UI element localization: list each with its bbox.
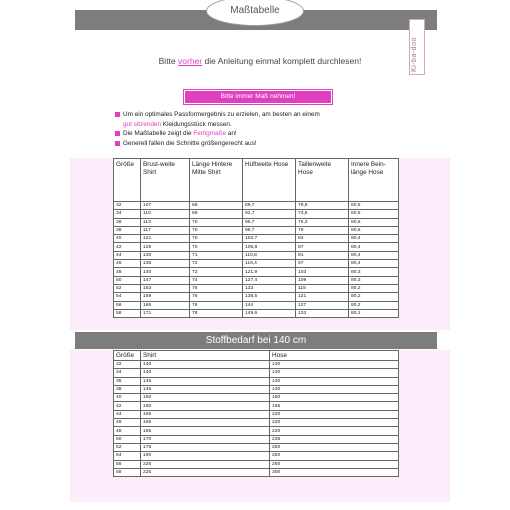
note-1-line1: Um ein optimales Passformergebnis zu erzielen, am besten an einem [123,111,320,118]
intro-post: die Anleitung einmal komplett durchlesen! [202,56,362,66]
table-cell: 121,9 [243,268,296,276]
table-cell: 130 [270,385,399,393]
table-cell: 250 [270,443,399,451]
page-title: Maßtabelle [230,5,280,16]
table-cell: 42 [114,243,141,251]
table-cell: 79,9 [296,202,349,210]
table-cell: 44 [114,410,141,418]
table-cell: 130 [270,369,399,377]
table-cell: 32 [114,202,141,210]
table-cell: 80,5 [349,202,399,210]
table-cell: 40 [114,235,141,243]
fabric-section-title: Stoffbedarf bei 140 cm [75,332,437,349]
column-header: Innere Bein-länge Hose [349,159,399,202]
column-header: Größe [114,351,141,361]
table-cell: 52 [114,284,141,292]
table-cell: 127 [296,301,349,309]
note-2-pre: Die Maßtabelle zeigt die [123,130,194,137]
table-cell: 225 [141,460,270,468]
table-cell: 171 [141,309,190,317]
table-cell: 58 [114,468,141,476]
table-cell: 140 [141,369,270,377]
table-row [114,276,399,284]
table-cell: 52 [114,443,141,451]
table-cell: 89,7 [243,202,296,210]
table-cell: 32 [114,361,141,369]
table-cell: 300 [270,468,399,476]
table-cell: 190 [141,452,270,460]
table-cell: 140 [141,268,190,276]
table-cell: 91 [296,251,349,259]
table-row [114,293,399,301]
table-row [114,309,399,317]
table-row [114,427,399,435]
table-cell: 80,2 [349,301,399,309]
table-cell: 135 [141,260,190,268]
note-2-highlight: Fertigmaße [193,130,227,137]
column-header: Hüftweite Hose [243,159,296,202]
table-cell: 140 [141,361,270,369]
table-cell: 110,8 [243,251,296,259]
table-row [114,301,399,309]
bullet-square-icon [115,112,120,117]
table-cell: 102,7 [243,235,296,243]
table-cell: 106,8 [243,243,296,251]
table-cell: 107 [141,202,190,210]
note-2-post: an! [226,130,237,137]
table-cell: 70 [190,243,243,251]
table-cell: 80,5 [349,210,399,218]
table-cell: 76 [190,301,243,309]
table-cell: 127,4 [243,276,296,284]
table-row [114,394,399,402]
table-row [114,284,399,292]
table-cell: 74 [190,276,243,284]
table-cell: 97 [296,260,349,268]
intro-pre: Bitte [158,56,179,66]
table-row [114,460,399,468]
table-cell: 98,7 [243,226,296,234]
table-cell: 80,5 [349,226,399,234]
note-item [115,139,415,149]
table-cell: 115 [296,284,349,292]
table-row [114,369,399,377]
table-cell: 80,5 [349,218,399,226]
table-cell: 56 [114,460,141,468]
table-row [114,410,399,418]
table-row [114,243,399,251]
table-cell: 80,4 [349,251,399,259]
column-header: Länge Hintere Mitte Shirt [190,159,243,202]
table-cell: 40 [114,394,141,402]
table-cell: 46 [114,419,141,427]
note-item [115,110,415,129]
table-cell: 160 [141,402,270,410]
table-cell: 235 [270,435,399,443]
table-cell: 80,4 [349,243,399,251]
table-cell: 75 [190,284,243,292]
table-cell: 38 [114,385,141,393]
table-cell: 165 [141,427,270,435]
table-row [114,235,399,243]
table-cell: 80,3 [349,268,399,276]
table-cell: 109 [296,276,349,284]
table-cell: 144 [243,301,296,309]
table-cell: 80,4 [349,260,399,268]
table-cell: 80,3 [349,276,399,284]
table-cell: 42 [114,402,141,410]
brand-logo [409,19,425,75]
table-cell: 50 [114,276,141,284]
intro-text [120,56,400,66]
table-cell: 38 [114,226,141,234]
table-row [114,435,399,443]
table-row [114,226,399,234]
table-cell: 46 [114,260,141,268]
table-cell: 48 [114,427,141,435]
table-cell: 165 [141,419,270,427]
table-cell: 56 [114,301,141,309]
bullet-square-icon [115,141,120,146]
table-cell: 80,2 [349,284,399,292]
note-1-line2: Kleidungsstück messen. [161,120,232,128]
table-row [114,402,399,410]
table-cell: 145 [141,385,270,393]
table-cell: 133 [296,309,349,317]
table-cell: 220 [270,427,399,435]
table-cell: 70 [190,226,243,234]
table-cell: 78 [190,309,243,317]
table-cell: 159 [141,293,190,301]
column-header: Taillenweite Hose [296,159,349,202]
table-cell: 117 [141,226,190,234]
column-header: Brust-weite Shirt [141,159,190,202]
table-cell: 83 [296,235,349,243]
table-cell: 138,5 [243,293,296,301]
table-row [114,260,399,268]
table-cell: 103 [296,268,349,276]
column-header: Shirt [141,351,270,361]
table-cell: 36 [114,218,141,226]
fabric-table [113,350,399,477]
table-cell: 34 [114,369,141,377]
table-cell: 150 [141,394,270,402]
note-1-highlight: gut sitzenden [123,120,162,128]
table-cell: 69 [190,210,243,218]
measure-banner: Bitte immer Maß nehmen! [184,90,332,104]
table-cell: 149,6 [243,309,296,317]
intro-highlight: vorher [178,56,203,66]
table-cell: 72 [190,260,243,268]
table-row [114,218,399,226]
fabric-table-header [114,351,399,361]
table-cell: 58 [114,309,141,317]
note-3: Generell fallen die Schnitte größengerecht aus! [123,139,257,147]
table-cell: 220 [270,410,399,418]
size-table [113,158,399,318]
notes-list [115,110,415,148]
table-cell: 70 [190,235,243,243]
table-cell: 165 [141,410,270,418]
table-cell: 147 [141,276,190,284]
table-cell: 170 [141,435,270,443]
table-cell: 113 [141,218,190,226]
table-cell: 76 [190,293,243,301]
table-cell: 220 [270,419,399,427]
table-cell: 121 [141,235,190,243]
table-cell: 71 [190,251,243,259]
table-row [114,419,399,427]
table-cell: 50 [114,435,141,443]
table-row [114,468,399,476]
brand-text: Ki-ba-doo [411,37,418,72]
column-header: Größe [114,159,141,202]
table-row [114,452,399,460]
table-row [114,361,399,369]
table-cell: 130 [270,377,399,385]
table-row [114,377,399,385]
size-table-header [114,159,399,202]
table-cell: 165 [141,301,190,309]
bullet-square-icon [115,131,120,136]
table-cell: 145 [141,377,270,385]
table-cell: 175 [141,443,270,451]
table-cell: 116,4 [243,260,296,268]
table-cell: 87 [296,243,349,251]
table-cell: 73 [190,268,243,276]
table-cell: 130 [141,251,190,259]
table-cell: 150 [270,394,399,402]
table-cell: 76,3 [296,218,349,226]
table-cell: 68 [190,202,243,210]
table-cell: 80,2 [349,293,399,301]
table-cell: 54 [114,452,141,460]
table-row [114,443,399,451]
table-cell: 165 [270,402,399,410]
table-cell: 250 [270,460,399,468]
table-row [114,268,399,276]
table-cell: 95,7 [243,218,296,226]
table-cell: 250 [270,452,399,460]
table-cell: 225 [141,468,270,476]
table-cell: 79 [296,226,349,234]
table-cell: 125 [141,243,190,251]
table-cell: 110 [141,210,190,218]
table-cell: 130 [270,361,399,369]
table-cell: 121 [296,293,349,301]
table-cell: 92,7 [243,210,296,218]
note-item [115,129,415,139]
table-cell: 36 [114,377,141,385]
table-row [114,251,399,259]
table-row [114,385,399,393]
table-cell: 73,6 [296,210,349,218]
table-cell: 80,4 [349,235,399,243]
table-cell: 153 [141,284,190,292]
table-cell: 54 [114,293,141,301]
table-cell: 34 [114,210,141,218]
table-row [114,202,399,210]
table-cell: 133 [243,284,296,292]
table-row [114,210,399,218]
table-cell: 44 [114,251,141,259]
table-cell: 80,1 [349,309,399,317]
table-cell: 48 [114,268,141,276]
table-cell: 70 [190,218,243,226]
column-header: Hose [270,351,399,361]
